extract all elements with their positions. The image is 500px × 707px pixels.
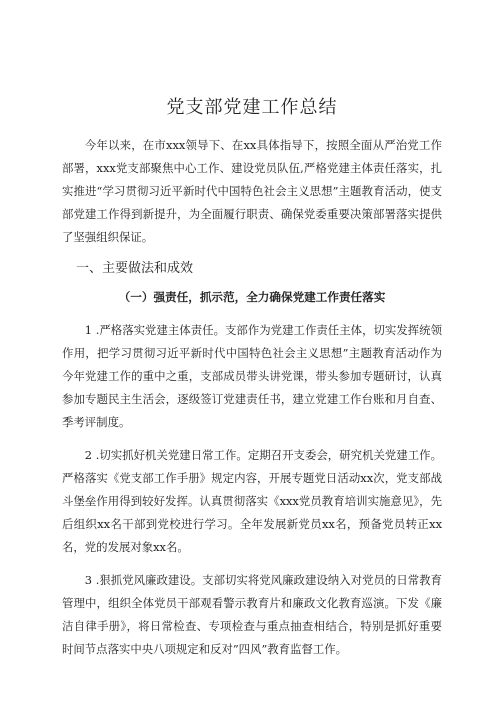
subsection-heading-responsibility: （一）强责任，抓示范，全力确保党建工作责任落实 — [118, 290, 386, 304]
intro-paragraph: 今年以来，在市xxx领导下、在xx具体指导下，按照全面从严治党工作部署，xxx党支部聚焦中心工作、建设党员队伍,严格党建主体责任落实，扎实推进“学习贯彻习近平新时代中国特色社会主义思想”主题教育活动，使支部党建工作得到新提升，为全面履行职责、确保党委重要决策部署落实提供了坚强组织保证。 — [62, 138, 442, 244]
section-heading-main-practices: 一、主要做法和成效 — [76, 261, 194, 276]
item-paragraph-3: 3 .狠抓党风廉政建设。支部切实将党风廉政建设纳入对党员的日常教育管理中，组织全体党员干部观看警示教育片和廉政文化教育巡演。下发《廉洁自律手册》，将日常检查、专项检查与重点抽查相结合，特别是抓好重要时间节点落实中央八项规定和反对”四风”教育监督工作。 — [62, 573, 442, 656]
item-paragraph-1: 1 .严格落实党建主体责任。支部作为党建工作责任主体，切实发挥统领作用，把学习贯彻习近平新时代中国特色社会主义思想”主题教育活动作为今年党建工作的重中之重，支部成员带头讲党课，带头参加专题研讨，认真参加专题民主生活会，逐级签订党建责任书，建立党建工作台账和月自查、季考评制度。 — [62, 323, 442, 429]
document-title: 党支部党建工作总结 — [166, 97, 338, 118]
item-paragraph-2: 2 .切实抓好机关党建日常工作。定期召开支委会，研究机关党建工作。严格落实《党支部工作手册》规定内容，开展专题党日活动xx次，党支部战斗堡垒作用得到较好发挥。认真贯彻落实《xxx党员教育培训实施意见》，先后组织xx名干部到党校进行学习。全年发展新党员xx名，预备党员转正xx名，党的发展对象xx名。 — [62, 448, 442, 554]
